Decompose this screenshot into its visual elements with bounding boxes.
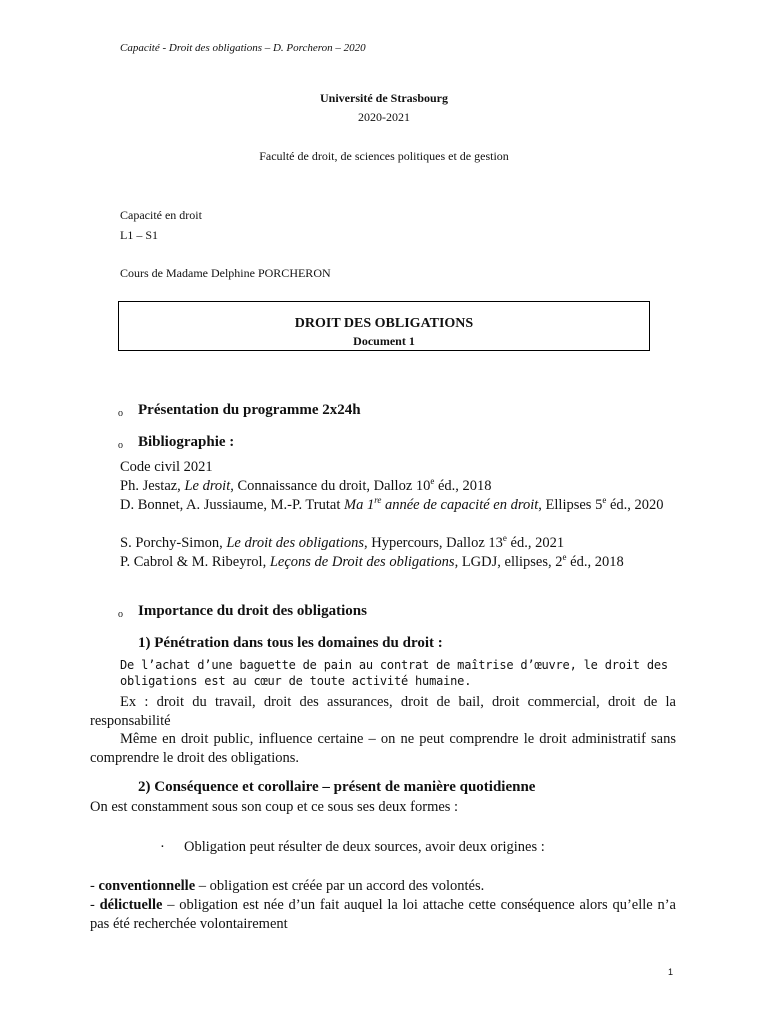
document-title: DROIT DES OBLIGATIONS [294, 316, 474, 331]
bullet-icon: o [118, 609, 123, 620]
part2-intro: On est constamment sous son coup et ce sous ses deux formes : [90, 799, 459, 815]
bib-code-civil: Code civil 2021 [120, 459, 213, 475]
part1-heading: 1) Pénétration dans tous les domaines du droit : [138, 635, 443, 651]
part1-quote: De l’achat d’une baguette de pain au contrat de maîtrise d’œuvre, le droit des obligations est au cœur de toute activité humaine. [120, 658, 668, 688]
university-name: Université de Strasbourg [320, 91, 448, 105]
bib-bonnet: D. Bonnet, A. Jussiaume, M.-P. Trutat Ma 1re année de capacité en droit, Ellipses 5e éd., 2020 [120, 495, 664, 513]
section-heading-programme: Présentation du programme 2x24h [138, 402, 361, 418]
bib-porchy: S. Porchy-Simon, Le droit des obligations, Hypercours, Dalloz 13e éd., 2021 [120, 533, 565, 551]
part1-examples: Ex : droit du travail, droit des assurances, droit de bail, droit commercial, droit de la responsabilité [90, 694, 676, 729]
part2-sources: Obligation peut résulter de deux sources, avoir deux origines : [184, 839, 545, 855]
bib-cabrol: P. Cabrol & M. Ribeyrol, Leçons de Droit des obligations, LGDJ, ellipses, 2e éd., 2018 [120, 552, 624, 570]
course-level: L1 – S1 [120, 228, 159, 242]
page-number: 1 [668, 967, 674, 977]
conventionnelle-line: - conventionnelle – obligation est créée par un accord des volontés. [90, 878, 485, 894]
program-name: Capacité en droit [120, 208, 202, 222]
faculty-name: Faculté de droit, de sciences politiques et de gestion [259, 149, 509, 163]
document-subtitle: Document 1 [353, 334, 415, 348]
bib-jestaz: Ph. Jestaz, Le droit, Connaissance du droit, Dalloz 10e éd., 2018 [120, 476, 492, 494]
bullet-icon: o [118, 408, 123, 419]
section-heading-importance: Importance du droit des obligations [138, 603, 367, 619]
course-teacher: Cours de Madame Delphine PORCHERON [120, 266, 331, 280]
academic-year: 2020-2021 [358, 110, 410, 124]
running-header: Capacité - Droit des obligations – D. Porcheron – 2020 [120, 42, 366, 54]
section-heading-bibliographie: Bibliographie : [138, 434, 235, 450]
dot-bullet-icon: · [160, 839, 165, 855]
bullet-icon: o [118, 440, 123, 451]
part2-heading: 2) Conséquence et corollaire – présent de manière quotidienne [138, 779, 536, 795]
delictuelle-line: - délictuelle – obligation est née d’un fait auquel la loi attache cette conséquence alors qu’elle n’a pas été recherchée volontairement [90, 897, 676, 932]
part1-public-law: Même en droit public, influence certaine – on ne peut comprendre le droit administratif sans comprendre le droit des obligations. [90, 731, 676, 766]
title-box [118, 301, 650, 351]
